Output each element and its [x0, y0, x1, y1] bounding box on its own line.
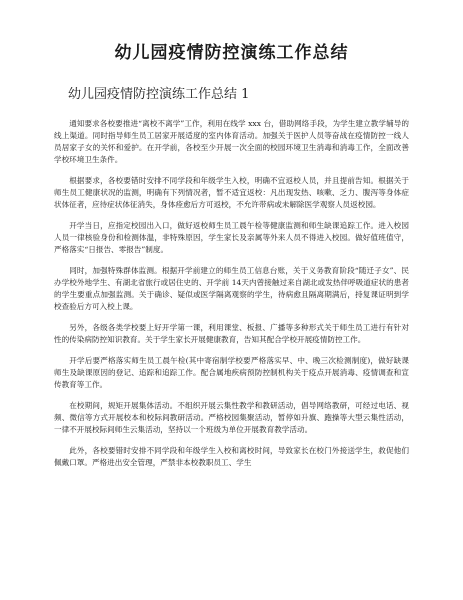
paragraph-3: 开学当日，应指定校园出入口，做好返校师生员工晨午检等健康监测和师生缺课追踪工作。进入校园人员一律核验身份和检测体温，非特殊原因，学生家长及亲属等外来人员不得进入校园。做好值班值守，严格落实“日报告、零报告”制度。	[54, 221, 409, 254]
document-title: 幼儿园疫情防控演练工作总结	[114, 43, 349, 63]
paragraph-1: 通知要求各校要推进“离校不离学”工作，利用在线学 xxx 台，借助网络手段，为学生建立教学辅导的线上渠道。同时指导师生员工居家开展适度的室内体育活动。加强关于医护人员等奋战在疫情防控一线人员居家子女的关怀和爱护。在开学前，各校至少开展一次全面的校园环境卫生消毒和消毒工作，全面改善学校环境卫生条件。	[54, 119, 409, 164]
document-body	[54, 118, 409, 469]
paragraph-8: 此外，各校要错时安排不同学段和年级学生入校和离校时间，导致家长在校门外接送学生，救促他们佩戴口罩。严格进出安全管理，严禁非本校教职员工、学生	[54, 446, 409, 467]
paragraph-5: 另外，各级各类学校要上好开学第一课，利用课堂、板报、广播等多种形式关于师生员工进行有针对性的传染病防控知识教育。关于学生家长开展健康教育，告知其配合学校开展疫情防控工作。	[54, 323, 409, 344]
paragraph-6: 开学后要严格落实师生员工晨午检(其中寄宿制学校要严格落实早、中、晚三次检测制度)，做好缺课师生及缺课原因的登记、追踪和追踪工作。配合属地疾病预防控制机构关于疫点开展消毒、疫情调查和宣传教育等工作。	[54, 356, 409, 389]
paragraph-2: 根据要求，各校要错时安排不同学段和年级学生入校，明确不宜返校人员，并且提前告知。根据关于师生员工健康状况的监测，明确有下列情况者，暂不适宜返校：凡出现发热、咳嗽、乏力、腹泻等身体症状体征者，应待症状体征消失，身体痊愈后方可返校，不允许带病或未解除医学观察人员返校园。	[54, 176, 409, 209]
section-heading: 幼儿园疫情防控演练工作总结 1	[68, 87, 250, 102]
paragraph-7: 在校期间，规矩开展集体活动。不组织开展云集性教学和教研活动，倡导网络教研，可经过电话、视频、微信等方式开展校本和校际间教研活动。严格校园集聚活动，暂停如升旗、跑操等大型云集性活动，一律不开展校际间师生云集活动，坚持以一个班级为单位开展教育教学活动。	[54, 401, 409, 434]
paragraph-4: 同时，加强特殊群体监测。根据开学前建立的师生员工信息台账，关于义务教育阶段“随迁子女”、民办学校外地学生、有湖北省旅行或居住史的、开学前 14天内曾接触过来自湖北或发热伴呼吸道症状的患者的学生要重点加强监测。关于确诊、疑似或医学隔离观察的学生，待病愈且隔离期满后，持复课证明到学校查验后方可入校上课。	[54, 266, 409, 311]
